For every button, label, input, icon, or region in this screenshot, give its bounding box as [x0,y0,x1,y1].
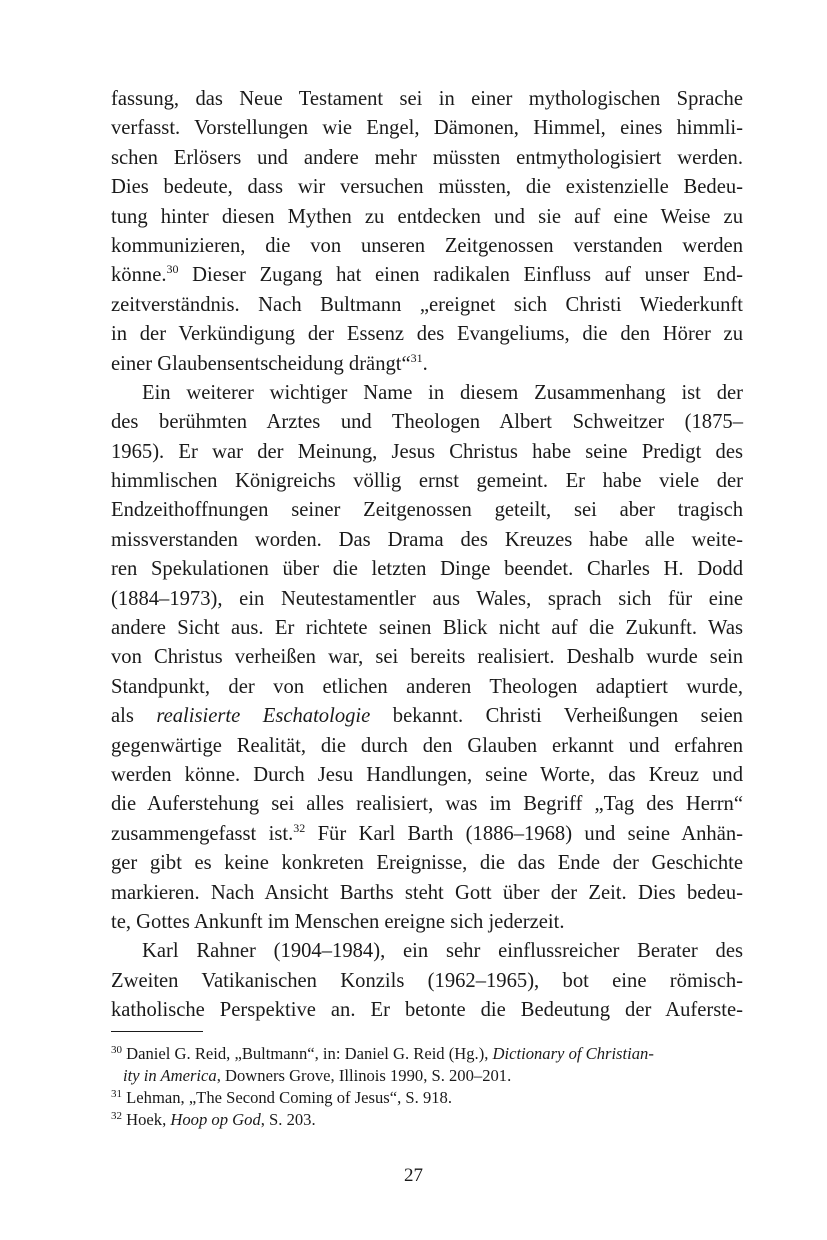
italic-text: Dictionary of Christian- [492,1044,654,1063]
text-line [111,320,743,349]
text-run: Ein weiterer wichtiger Name in diesem Zusammenhang ist der [142,381,743,404]
italic-text: Hoop op God [170,1110,261,1129]
text-run: Karl Rahner (1904–1984), ein sehr einflussreicher Berater des [142,940,743,963]
text-line [111,879,743,908]
text-run: in der Verkündigung der Essenz des Evangeliums, die den Hörer zu [111,323,743,346]
text-run: (1884–1973), ein Neutestamentler aus Wales, sprach sich für eine [111,587,743,610]
text-line [111,790,743,819]
paragraph [111,85,743,379]
text-line [111,996,743,1025]
text-run: Lehman, „The Second Coming of Jesus“, S. 918. [126,1088,452,1107]
text-line [111,820,743,849]
text-line [111,438,743,467]
text-run: schen Erlösers und andere mehr müssten entmythologisiert werden. [111,146,743,169]
text-line [111,203,743,232]
text-line [111,585,743,614]
text-run: tung hinter diesen Mythen zu entdecken und sie auf eine Weise zu [111,205,743,228]
text-run: von Christus verheißen war, sei bereits realisiert. Deshalb wurde sein [111,646,743,669]
footnote-number: 31 [111,1088,122,1100]
text-line [111,232,743,261]
footnote-number: 32 [111,1110,122,1122]
text-line [111,496,743,525]
footnote [111,1109,743,1131]
footnote-separator [111,1031,203,1032]
text-run: fassung, das Neue Testament sei in einer mythologischen Sprache [111,88,743,110]
text-line [111,937,743,966]
footnote [111,1087,743,1109]
text-run: Endzeithoffnungen seiner Zeitgenossen geteilt, sei aber tragisch [111,499,743,522]
text-line [111,291,743,320]
text-run: Dieser Zugang hat einen radikalen Einfluss auf unser End- [178,264,743,287]
text-run: zeitverständnis. Nach Bultmann „ereignet sich Christi Wiederkunft [111,293,743,316]
text-line [111,614,743,643]
text-line [111,408,743,437]
text-run: Standpunkt, der von etlichen anderen Theologen adaptiert wurde, [111,675,743,698]
text-run: katholische Perspektive an. Er betonte die Bedeutung der Auferste- [111,999,743,1022]
text-run: Für Karl Barth (1886–1968) und seine Anhän- [305,822,743,845]
text-run: missverstanden worden. Das Drama des Kreuzes habe alle weite- [111,528,743,551]
footnotes [111,1043,743,1131]
text-run: himmlischen Königreichs völlig ernst gemeint. Er habe viele der [111,470,743,493]
text-run: werden könne. Durch Jesu Handlungen, seine Worte, das Kreuz und [111,763,743,786]
text-line [111,849,743,878]
text-line [111,261,743,290]
text-run: die Auferstehung sei alles realisiert, was im Begriff „Tag des Herrn“ [111,793,743,816]
text-line [111,350,743,379]
text-run: andere Sicht aus. Er richtete seinen Blick nicht auf die Zukunft. Was [111,617,743,640]
text-run: ger gibt es keine konkreten Ereignisse, die das Ende der Geschichte [111,852,743,875]
text-run: te, Gottes Ankunft im Menschen ereigne sich jederzeit. [111,910,565,933]
text-run: bekannt. Christi Verheißungen seien [370,705,743,728]
text-run: 1965). Er war der Meinung, Jesus Christus habe seine Predigt des [111,440,743,463]
paragraph [111,379,743,937]
footnote-line [111,1043,743,1065]
footnote-reference: 32 [293,820,306,835]
text-run: . [422,352,428,375]
text-line [111,555,743,584]
text-run: zusammengefasst ist. [111,822,294,845]
text-run: als [111,705,157,728]
page-number: 27 [404,1165,423,1186]
text-line [111,144,743,173]
text-run: , S. 203. [260,1110,316,1129]
text-run: markieren. Nach Ansicht Barths steht Gott über der Zeit. Dies bedeu- [111,881,743,904]
footnote-reference: 30 [166,262,179,277]
main-text [111,85,743,1026]
text-run: gegenwärtige Realität, die durch den Glauben erkannt und erfahren [111,734,743,757]
text-line [111,732,743,761]
text-line [111,761,743,790]
text-run: Hoek, [126,1110,171,1129]
text-line [111,673,743,702]
italic-text: realisierte Eschatologie [156,705,371,728]
text-line [111,173,743,202]
footnote-number: 30 [111,1044,122,1056]
text-line [111,467,743,496]
text-run: Dies bedeute, dass wir versuchen müssten, die existenzielle Bedeu- [111,176,743,199]
text-line [111,967,743,996]
text-run: Zweiten Vatikanischen Konzils (1962–1965), bot eine römisch- [111,969,743,992]
text-run: einer Glaubensentscheidung drängt“ [111,352,411,375]
text-line [111,526,743,555]
text-line [111,702,743,731]
footnote-line [111,1065,743,1087]
text-run: könne. [111,264,167,287]
text-line [111,908,743,937]
text-run: verfasst. Vorstellungen wie Engel, Dämonen, Himmel, eines himmli- [111,117,743,140]
footnote-reference: 31 [410,350,423,365]
text-run: des berühmten Arztes und Theologen Albert Schweitzer (1875– [111,411,743,434]
text-line [111,85,743,114]
text-line [111,643,743,672]
text-run: kommunizieren, die von unseren Zeitgenossen verstanden werden [111,234,743,257]
italic-text: ity in America [123,1066,217,1085]
text-line [111,114,743,143]
footnote-line [111,1087,743,1109]
text-run: , Downers Grove, Illinois 1990, S. 200–201. [216,1066,512,1085]
text-run: Daniel G. Reid, „Bultmann“, in: Daniel G. Reid (Hg.), [126,1044,493,1063]
text-run: ren Spekulationen über die letzten Dinge beendet. Charles H. Dodd [111,558,743,581]
text-line [111,379,743,408]
paragraph [111,937,743,1025]
footnote [111,1043,743,1087]
footnote-line [111,1109,743,1131]
